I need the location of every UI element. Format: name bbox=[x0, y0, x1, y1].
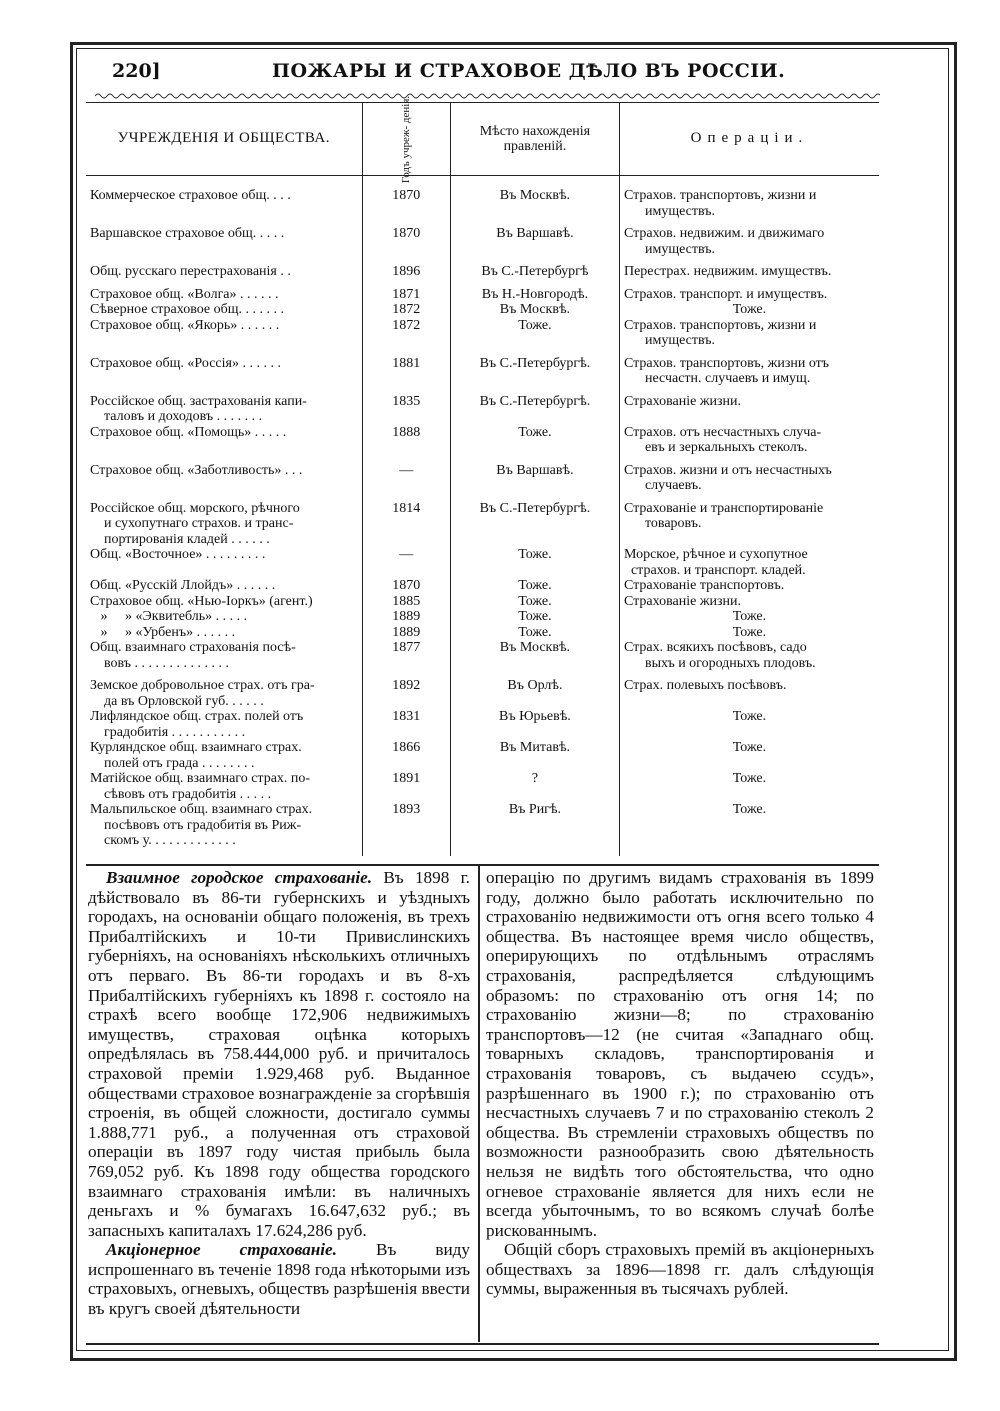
operations: Страхованіе транспортовъ. bbox=[623, 578, 785, 593]
founding-year: 1888 bbox=[362, 425, 450, 456]
founding-year: 1835 bbox=[362, 394, 450, 425]
operations: Тоже. bbox=[732, 740, 767, 755]
founding-year: 1831 bbox=[362, 709, 450, 740]
table-row bbox=[86, 287, 879, 303]
insurance-societies-table bbox=[86, 95, 879, 856]
operations: Морское, рѣчное и сухопутное страхов. и транспорт. кладей. bbox=[623, 547, 808, 578]
founding-year: 1877 bbox=[362, 640, 450, 671]
table-row bbox=[86, 188, 879, 219]
operations: Страхованіе и транспортированіе товаровъ. bbox=[623, 500, 824, 531]
institution-name: Общ. «Восточное» . . . . . . . . . bbox=[86, 547, 362, 578]
institution-name: Страховое общ. «Волга» . . . . . . bbox=[86, 287, 362, 303]
table-row bbox=[86, 709, 879, 740]
founding-year: 1870 bbox=[362, 578, 450, 594]
table-row bbox=[86, 394, 879, 425]
institution-name: Варшавское страховое общ. . . . . bbox=[86, 226, 362, 257]
table-row bbox=[86, 771, 879, 802]
founding-year: 1889 bbox=[362, 609, 450, 625]
board-location: Въ Н.-Новгородѣ. bbox=[450, 287, 619, 303]
board-location: Въ С.-Петербургѣ. bbox=[450, 501, 619, 548]
operations: Страхов. отъ несчастныхъ случа- евъ и зеркальныхъ стеколъ. bbox=[623, 424, 822, 455]
running-title: ПОЖАРЫ И СТРАХОВОЕ ДѢЛО ВЪ РОССІИ. bbox=[272, 60, 786, 82]
operations: Тоже. bbox=[732, 802, 767, 817]
institution-name: Сѣверное страховое общ. . . . . . . bbox=[86, 302, 362, 318]
paragraph-heading: Взаимное городское страхованіе. bbox=[106, 868, 373, 887]
institution-name: Курляндское общ. взаимнаго страх. полей отъ града . . . . . . . . bbox=[86, 740, 362, 771]
institution-name: Общ. «Русскій Ллойдъ» . . . . . . bbox=[86, 578, 362, 594]
operations: Тоже. bbox=[732, 624, 767, 640]
operations: Тоже. bbox=[732, 302, 767, 317]
founding-year: 1814 bbox=[362, 501, 450, 548]
table-bottom-rule bbox=[86, 864, 879, 866]
founding-year: 1889 bbox=[362, 625, 450, 641]
operations: Страх. всякихъ посѣвовъ, садо выхъ и огородныхъ плодовъ. bbox=[623, 640, 816, 671]
institution-name: Земское добровольное страх. отъ гра- да въ Орловской губ. . . . . . bbox=[86, 678, 362, 709]
board-location: Тоже. bbox=[450, 318, 619, 349]
founding-year: 1866 bbox=[362, 740, 450, 771]
institution-name: Страховое общ. «Нью-Іоркъ» (агент.) bbox=[86, 594, 362, 610]
operations: Страхов. транспорт. и имуществъ. bbox=[623, 286, 828, 302]
board-location: Въ С.-Петербургѣ. bbox=[450, 356, 619, 387]
board-location: Въ Орлѣ. bbox=[450, 678, 619, 709]
table-row bbox=[86, 425, 879, 456]
table-row bbox=[86, 678, 879, 709]
paragraph-heading: Акціонерное страхованіе. bbox=[106, 1240, 337, 1260]
founding-year: 1893 bbox=[362, 802, 450, 849]
paragraph-continued: операцію по другимъ видамъ страхованія въ 1899 году, должно было работать исключительно по страхованію недвижимости отъ огня всего только 4 общества. Въ настоящее время число обществъ, оперирующихъ по отдѣльнымъ отраслямъ страхованія, распредѣляется слѣдующимъ образомъ: по страхованію отъ огня 14; по страхованію жизни—8; по страхованію транспортовъ—12 (не считая «Западнаго общ. товарныхъ складовъ, транспортированія и страхованія товаровъ, съ выдачею ссудъ», разрѣшеннаго въ 1900 г.); по страхованію отъ несчастныхъ случаевъ 7 и по страхованію стеколъ 2 общества. Въ стремленіи страховыхъ обществъ по возможности разнообразить свою дѣятельность нельзя не видѣть того обстоятельства, что одно огневое страхованіе является для нихъ если не всегда убыточнымъ, то во всякомъ случаѣ болѣе рискованнымъ. bbox=[486, 868, 874, 1240]
board-location: Въ Москвѣ. bbox=[450, 640, 619, 671]
board-location: Тоже. bbox=[450, 425, 619, 456]
founding-year: 1881 bbox=[362, 356, 450, 387]
wavy-rule bbox=[95, 92, 880, 100]
founding-year: — bbox=[362, 463, 450, 494]
institution-name: Общ. русскаго перестрахованія . . bbox=[86, 264, 362, 280]
institution-name: Россійское общ. застрахованія капи- таловъ и доходовъ . . . . . . . bbox=[86, 394, 362, 425]
operations: Страхованіе жизни. bbox=[623, 393, 742, 409]
institution-name: Лифляндское общ. страх. полей отъ градобитія . . . . . . . . . . . bbox=[86, 709, 362, 740]
board-location: Въ Варшавѣ. bbox=[450, 463, 619, 494]
table-row bbox=[86, 463, 879, 494]
page-bottom-rule bbox=[86, 1343, 879, 1345]
header-location: Мѣсто нахожденія правленій. bbox=[450, 103, 619, 176]
table-row bbox=[86, 609, 879, 625]
table-row bbox=[86, 302, 879, 318]
table-row bbox=[86, 356, 879, 387]
table-header-row bbox=[86, 103, 879, 176]
operations: Страх. полевыхъ посѣвовъ. bbox=[623, 678, 787, 693]
header-year-label: Годъ учреж- денія. bbox=[399, 95, 412, 183]
institution-name: Мальпильское общ. взаимнаго страх. посѣвовъ отъ градобитія въ Риж- скомъ у. . . . . . . . . . . . . bbox=[86, 802, 362, 849]
paragraph-text: Въ виду испрошеннаго въ теченіе 1898 года нѣкоторыми изъ страховыхъ, огневыхъ, обществъ разрѣшенія ввести въ кругъ своей дѣятельности bbox=[88, 1240, 470, 1319]
institution-name: Россійское общ. морского, рѣчного и сухопутнаго страхов. и транс- портированія кладей . . . . . . bbox=[86, 501, 362, 548]
founding-year: 1872 bbox=[362, 302, 450, 318]
institution-name: » » «Эквитебль» . . . . . bbox=[86, 609, 362, 625]
page-header bbox=[112, 58, 892, 88]
founding-year: 1891 bbox=[362, 771, 450, 802]
institution-name: Страховое общ. «Якорь» . . . . . . bbox=[86, 318, 362, 349]
board-location: Въ Ригѣ. bbox=[450, 802, 619, 849]
header-operations: Операціи. bbox=[619, 103, 879, 176]
table-row bbox=[86, 501, 879, 548]
operations: Тоже. bbox=[732, 609, 767, 624]
board-location: Въ Москвѣ. bbox=[450, 188, 619, 219]
page-number: 220] bbox=[112, 60, 161, 82]
table-row bbox=[86, 578, 879, 594]
board-location: ? bbox=[450, 771, 619, 802]
founding-year: 1870 bbox=[362, 226, 450, 257]
operations: Страхов. транспортовъ, жизни и имуществъ. bbox=[623, 188, 817, 219]
paragraph-text: Въ 1898 г. дѣйствовало въ 86-ти губернскихъ и уѣздныхъ городахъ, на основаніи общаго положенія, въ трехъ Прибалтійскихъ и 10-ти Привислинскихъ губерніяхъ, на основаніяхъ нѣсколькихъ отличныхъ отъ перваго. Въ 86-ти городахъ и въ 8-хъ Прибалтійскихъ губерніяхъ къ 1898 г. состояло на страхѣ всего вообще 172,906 недвижимыхъ имуществъ, страховая оцѣнка которыхъ опредѣлялась въ 758.444,000 руб. и причиталось страховой преміи 1.929,468 руб. Выданное обществами страховое вознагражденіе за сгорѣвшія строенія, въ общей сложности, достигало суммы 1.888,771 руб., а полученная отъ страховой операціи въ 1897 году чистая прибыль была 769,052 руб. Къ 1898 году общества городского взаимнаго страхованія имѣли: въ наличныхъ деньгахъ и % бумагахъ 16.647,632 руб.; въ запасныхъ капиталахъ 17.624,286 руб. bbox=[88, 868, 470, 1240]
table-row bbox=[86, 547, 879, 578]
founding-year: 1872 bbox=[362, 318, 450, 349]
table-row bbox=[86, 226, 879, 257]
founding-year: — bbox=[362, 547, 450, 578]
institution-name: Страховое общ. «Россія» . . . . . . bbox=[86, 356, 362, 387]
table-row bbox=[86, 594, 879, 610]
board-location: Тоже. bbox=[450, 609, 619, 625]
founding-year: 1871 bbox=[362, 287, 450, 303]
board-location: Въ Юрьевѣ. bbox=[450, 709, 619, 740]
board-location: Въ Москвѣ. bbox=[450, 302, 619, 318]
table-row bbox=[86, 802, 879, 849]
board-location: Тоже. bbox=[450, 578, 619, 594]
board-location: Въ Варшавѣ. bbox=[450, 226, 619, 257]
paragraph-mutual-insurance bbox=[88, 868, 470, 1240]
operations: Тоже. bbox=[732, 771, 767, 786]
operations: Страхов. недвижим. и движимаго имуществъ. bbox=[623, 226, 825, 257]
header-year bbox=[362, 95, 450, 183]
founding-year: 1870 bbox=[362, 188, 450, 219]
founding-year: 1885 bbox=[362, 594, 450, 610]
paragraph-joint-stock bbox=[88, 1240, 470, 1318]
operations: Страхов. транспортовъ, жизни отъ несчастн. случаевъ и имущ. bbox=[623, 355, 830, 386]
institution-name: Страховое общ. «Помощь» . . . . . bbox=[86, 425, 362, 456]
table-row bbox=[86, 740, 879, 771]
institution-name: Страховое общ. «Заботливость» . . . bbox=[86, 463, 362, 494]
table-row bbox=[86, 640, 879, 671]
founding-year: 1896 bbox=[362, 264, 450, 280]
board-location: Тоже. bbox=[450, 547, 619, 578]
header-institutions: УЧРЕЖДЕНІЯ И ОБЩЕСТВА. bbox=[86, 103, 362, 176]
founding-year: 1892 bbox=[362, 678, 450, 709]
operations: Страхованіе жизни. bbox=[623, 593, 742, 609]
institution-name: Коммерческое страховое общ. . . . bbox=[86, 188, 362, 219]
left-text-column bbox=[88, 868, 470, 1319]
institution-name: » » «Урбенъ» . . . . . . bbox=[86, 625, 362, 641]
operations: Перестрах. недвижим. имуществъ. bbox=[623, 264, 832, 279]
operations: Страхов. жизни и отъ несчастныхъ случаевъ. bbox=[623, 462, 832, 493]
operations: Тоже. bbox=[732, 709, 767, 724]
board-location: Въ С.-Петербургѣ bbox=[450, 264, 619, 280]
table-row bbox=[86, 264, 879, 280]
table-row bbox=[86, 318, 879, 349]
operations: Страхов. транспортовъ, жизни и имуществъ. bbox=[623, 317, 817, 348]
board-location: Тоже. bbox=[450, 625, 619, 641]
institution-name: Матійское общ. взаимнаго страх. по- сѣвовъ отъ градобитія . . . . . bbox=[86, 771, 362, 802]
board-location: Тоже. bbox=[450, 594, 619, 610]
table-body bbox=[86, 176, 879, 856]
board-location: Въ Митавѣ. bbox=[450, 740, 619, 771]
right-text-column bbox=[486, 868, 874, 1299]
column-divider bbox=[478, 866, 480, 1342]
paragraph-premiums: Общій сборъ страховыхъ премій въ акціонерныхъ обществахъ за 1896—1898 гг. далъ слѣдующія суммы, выраженныя въ тысячахъ рублей. bbox=[486, 1240, 874, 1299]
table-row bbox=[86, 625, 879, 641]
institution-name: Общ. взаимнаго страхованія посѣ- вовъ . . . . . . . . . . . . . . bbox=[86, 640, 362, 671]
board-location: Въ С.-Петербургѣ. bbox=[450, 394, 619, 425]
